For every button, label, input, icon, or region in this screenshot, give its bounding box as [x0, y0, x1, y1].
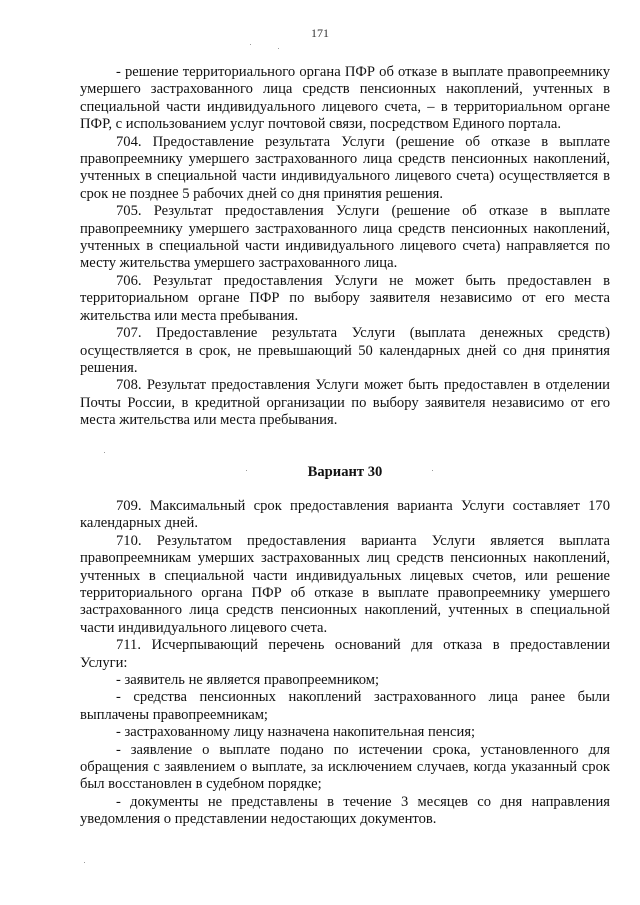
list-item: - средства пенсионных накоплений застрахованного лица ранее были выплачены правопреемникам;	[80, 689, 610, 723]
paragraph: 708. Результат предоставления Услуги может быть предоставлен в отделении Почты России, в кредитной организации по выбору заявителя независимо от его места жительства или места пребывания.	[80, 377, 610, 429]
paragraph: 705. Результат предоставления Услуги (решение об отказе в выплате правопреемнику умершего застрахованного лица средств пенсионных накоплений, учтенных в специальной части индивидуального лицевого счета) направляется по месту жительства умершего застрахованного лица.	[80, 203, 610, 272]
document-body	[80, 64, 610, 829]
scan-speck	[278, 48, 279, 49]
section-heading: Вариант 30	[307, 463, 383, 480]
scan-speck	[104, 452, 105, 453]
list-item: - документы не представлены в течение 3 месяцев со дня направления уведомления о представлении недостающих документов.	[80, 793, 610, 828]
scan-speck	[432, 470, 433, 471]
paragraph: 711. Исчерпывающий перечень оснований для отказа в предоставлении Услуги:	[80, 637, 610, 671]
page-number: 171	[311, 26, 329, 40]
paragraph: - решение территориального органа ПФР об отказе в выплате правопреемнику умершего застрахованного лица средств пенсионных накоплений, учтенных в специальной части индивидуального лицевого счета, – в территориальном органе ПФР, с использованием услуг почтовой связи, посредством Единого портала.	[80, 64, 610, 133]
scan-speck	[250, 44, 251, 45]
paragraph: 709. Максимальный срок предоставления варианта Услуги составляет 170 календарных дней.	[80, 497, 610, 532]
scan-speck	[246, 470, 247, 471]
paragraph: 710. Результатом предоставления варианта Услуги является выплата правопреемникам умерших застрахованных лиц средств пенсионных накоплений, учтенных в специальной части индивидуальных лицевых счетов, или решение территориального органа ПФР об отказе в выплате правопреемнику умершего застрахованного лица средств пенсионных накоплений, учтенных в специальной части индивидуального лицевого счета.	[80, 532, 610, 636]
list-item: - заявление о выплате подано по истечении срока, установленного для обращения с заявлением о выплате, за исключением случаев, когда указанный срок был восстановлен в судебном порядке;	[80, 741, 610, 793]
scan-speck	[84, 862, 85, 863]
paragraph: 707. Предоставление результата Услуги (выплата денежных средств) осуществляется в срок, не превышающий 50 календарных дней со дня принятия решения.	[80, 325, 610, 376]
list-item: - заявитель не является правопреемником;	[116, 672, 380, 688]
paragraph: 706. Результат предоставления Услуги не может быть предоставлен в территориальном органе ПФР по выбору заявителя независимо от его места жительства или места пребывания.	[80, 272, 610, 324]
paragraph: 704. Предоставление результата Услуги (решение об отказе в выплате правопреемнику умершего застрахованного лица средств пенсионных накоплений, учтенных в специальной части индивидуального лицевого счета) осуществляется в срок не позднее 5 рабочих дней со дня принятия решения.	[80, 133, 610, 202]
list-item: - застрахованному лицу назначена накопительная пенсия;	[116, 724, 476, 741]
